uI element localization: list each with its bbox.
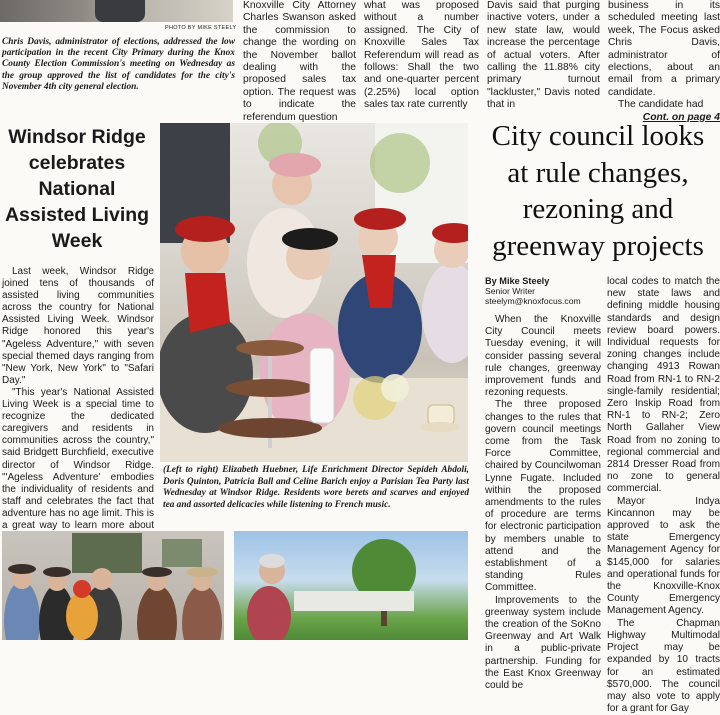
building [294,591,414,611]
wall-painting [72,533,142,573]
top-story-col4: business in its scheduled meeting last week, The Focus asked Chris Davis, administrator of elections, about an email from a primary candidate. The candidate had Cont. on page 4 [608,0,720,123]
hat [8,564,36,574]
bottom-left-photo [2,531,224,640]
person [247,586,291,640]
top-photo-figure [95,0,145,22]
tray-tier [226,379,314,397]
hat [142,567,172,577]
person [182,585,222,640]
hat [43,567,71,577]
council-col2: local codes to match the new state laws and defining middle housing standards and design review board powers. Individual requests for zoning changes include changing 4913 Rowan Road from RN-1 to RN-2 single-family residential; Zero Inskip Road from RN-1 to RN-2; Zero North Gallaher View Road from no zoning to regional commercial and 2814 Dresser Road from no zone to general commercial. Mayor Indya Kincannon may be approved to ask the state Emergency Management Agency for $145,000 for salaries and operational funds for the Knoxville-Knox County Emergency Management Agency. The Chapman Highway Multimodal Project may be expanded by 10 tracts for an estimated $570,000. The council may also vote to apply for a grant for Gay [607,276,720,715]
tea-party-caption: (Left to right) Elizabeth Huebner, Life Enrichment Director Sepideh Abdoli, Doris Quinton, Patricia Ball and Celine Barich enjoy a Parisian Tea Party last Wednesday at Windsor Ridge. Residents wore berets and scarves and enjoyed tea and assorted delicacies while listening to French music. [163,465,469,510]
byline-title: Senior Writer [485,286,535,296]
person-body [160,313,253,433]
beret [269,153,321,177]
hair [259,554,285,568]
top-story-col2: what was proposed without a number assigned. The City of Knoxville Sales Tax Referendum will read as follows: Shall the two and one-quarter percent (2.25%) local option sales tax rate currently [364,0,479,111]
greenery [370,133,430,193]
hat [186,567,218,577]
person [4,581,40,640]
council-headline: City council looks at rule changes, rezoning and greenway projects [491,120,705,262]
wall-painting [162,539,202,567]
tea-party-photo [160,123,468,462]
tray-tier [218,418,322,438]
top-caption: Chris Davis, administrator of elections, addressed the low participation in the recent City Primary during the Knox County Election Commission's meeting on Wednesday as the group approved the list of candidates for the city's November 4th city general election. [2,37,235,92]
beret [354,208,406,230]
beret [175,216,235,242]
byline-email[interactable]: steelym@knoxfocus.com [485,296,581,306]
flowers [381,374,409,402]
safari-day-illustration [2,531,224,640]
windsor-headline: Windsor Ridge celebrates National Assisted Living Week [4,126,150,252]
saucer [420,422,460,432]
person-face [91,568,113,590]
teacup [428,405,454,425]
rooster-comb [73,580,91,598]
continued-link[interactable]: Cont. on page 4 [642,111,720,123]
council-byline [485,276,603,306]
rooster-mascot [66,592,98,640]
tea-party-illustration [160,123,468,462]
tray-tier [236,340,304,356]
person [137,585,177,640]
windsor-body: Last week, Windsor Ridge joined tens of thousands of assisted living communities across the country for National Assisted Living Week. Windsor Ridge honored this year's "Ageless Adventure," with seven special themed days ranging from "New York, New York" to "Safari Day." "This year's National Assisted Living Week is a special time to recognize the dedicated caregivers and residents in communities across the country," said Bridgett Burchfield, executive director of Windsor Ridge. "'Ageless Adventure' embodies the individuality of residents and staff and celebrates the fact that adventure has no age limit. This is a great way to learn more about [2,266,154,531]
top-photo [0,0,233,22]
greenway-illustration [234,531,468,640]
scarf [185,273,230,333]
thermos [310,348,334,423]
top-story-col3: Davis said that purging inactive voters, under a new state law, would increase the percentage of actual voters. After calling the 11.88% city primary turnout "lackluster," Davis noted that in [487,0,600,111]
top-story-col1: Knoxville City Attorney Charles Swanson asked the commission to change the wording on the November ballot dealing with the proposed sales tax option. The request was to indicate the referendum question [243,0,356,123]
person-body [260,313,350,433]
byline-author: By Mike Steely [485,276,550,286]
council-col1: When the Knoxville City Council meets Tuesday evening, it will consider passing several rule changes, greenway improvement funds and rezoning requests. The three proposed changes to the rules that govern council meetings come from the Task Force Committee, chaired by Councilwoman Lynne Fugate. Included within the proposed amendments to the rules of procedure are terms for electronic participation by members unable to attend and the establishment of a standing Rules Committee. Improvements to the greenway system include the creation of the SoKno Greenway and Art Walk in a public-private partnership. Funding for the East Knox Greenway could be [485,314,601,692]
beret [282,228,338,250]
person-body [422,263,468,363]
top-photo-credit: PHOTO BY MIKE STEELY [165,25,237,31]
bottom-center-photo [234,531,468,640]
